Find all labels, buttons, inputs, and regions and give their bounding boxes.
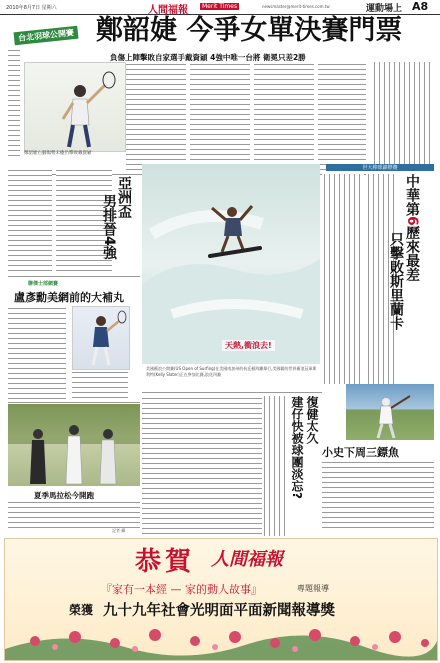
feature-headline-1: 復健太久 [305,396,319,444]
logo-en: Merit Times [202,3,238,10]
tennis-kicker: 聯傑士部網賽 [28,281,59,287]
baseball-lower-body [322,460,434,530]
batter-figure [346,384,434,440]
masthead [0,0,440,15]
congrats-ad [4,538,438,661]
tennis-player-figure [73,307,129,369]
tennis-photo [72,306,130,370]
lead-body-col-4 [318,62,366,174]
right-rail-text [372,62,434,170]
lead-body-col-3 [254,62,314,174]
marathon-credit: 記者 攝 [112,528,126,533]
baseball-kicker: 世大棒球錦標賽 [326,164,434,171]
feature-headline-2: 建仔快被球團淡忘? [290,396,304,499]
ad-char-b: 賀 [165,547,192,577]
surf-story-body [142,396,262,536]
surf-caption-body: 美國衝浪公開賽(US Open of Surfing)在美國南加州的杭廷頓海灘舉行,美國籍的世界衝浪冠軍斯利特(Kelly Slater)正在參加比賽,浪花四濺 [146,366,317,377]
lead-subhead: 負傷上陣擊敗自家選手戴資穎 4強中唯一台將 衛冕只差2勝 [110,53,306,62]
badminton-photo [24,62,126,152]
lead-body-col-1 [126,62,186,174]
baseball-headline-part1: 中華第 [404,174,420,216]
ad-award-prefix: 榮獲 [69,603,94,617]
baseball-body-1 [322,174,364,384]
feature-body [262,396,286,536]
baseball-headline [404,174,420,282]
lead-kicker: 台北羽球公開賽 [13,26,78,46]
logo: 人間福報 [148,5,188,16]
section-title: 運動場上 [366,4,403,14]
volley-headline-bottom: 男排晉4強 [101,194,117,260]
ad-char-a: 恭 [135,547,162,577]
tennis-headline: 盧彥勳美網前的大補丸 [14,291,124,304]
ad-slogan: 『家有一本經 — 家的動人故事』 [101,583,262,596]
baseball-headline-second: 只擊敗斯里蘭卡 [388,232,404,330]
editor-email: newsmaster@merit-times.com.tw [262,4,330,9]
tennis-body-right [72,370,128,400]
marathon-body [8,500,140,530]
marathon-headline: 夏季馬拉松今開跑 [34,491,94,500]
badminton-player-figure [25,63,125,151]
volley-body-left [8,168,52,272]
flower-decoration [5,619,437,660]
ad-brand: 人間福報 [211,549,283,570]
issue-date: 2010年8月7日 星期六 [6,5,57,11]
ad-award: 九十九年社會光明面平面新聞報導獎 [103,603,335,619]
marathon-photo [8,404,140,486]
baseball-lower-headline: 小史下周三鏢魚 [322,446,399,459]
volley-headline-top: 亞洲盃 [116,176,132,218]
page-number: A8 [412,0,429,13]
lead-body-col-2 [190,62,250,174]
baseball-headline-part2: 歷來最差 [404,225,420,282]
marathon-people-figure [8,404,140,486]
baseball-photo [346,384,434,440]
lead-side-text [8,48,20,158]
surf-caption-title: 天熱,衝浪去! [222,340,275,351]
lead-headline: 鄭韶婕 今爭女單決賽門票 [96,15,403,46]
badminton-photo-caption: 鄭韶婕右腳傷勢未癒仍擊敗戴資穎 [24,151,92,156]
baseball-headline-number: 6 [404,216,420,226]
ad-slogan-tag: 專題報導 [297,584,329,593]
surf-photo [142,164,320,364]
tennis-body-left [8,306,66,400]
surfer-figure [142,164,320,364]
